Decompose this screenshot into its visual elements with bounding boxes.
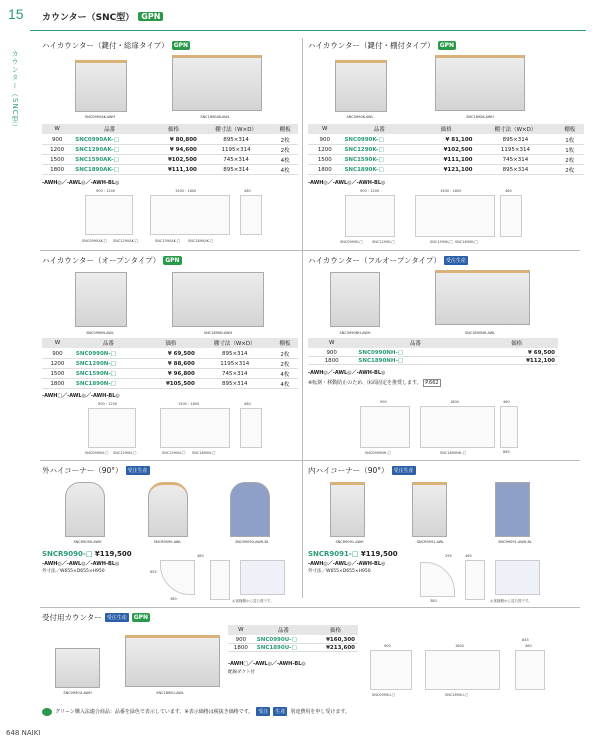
photo-caption: SNCR9090-AWL: [153, 540, 182, 544]
drawing-caption: SNC1890K-□: [455, 240, 478, 244]
install-note: ※転倒・移動防止のため、床面固定を推奨します。 P.662: [308, 380, 439, 386]
table-header: W 品番 価格: [228, 625, 358, 636]
spec-table-s2: [308, 124, 584, 175]
dimension-label: 380: [430, 599, 437, 603]
elevation-drawing: [210, 560, 230, 600]
dimension-label: 295: [445, 554, 452, 558]
header-rule: [30, 30, 586, 31]
dimension-drawing: [415, 195, 495, 237]
drawing-caption: SNC0990AK-□: [82, 239, 108, 243]
color-options: -AWH◎／-AWL◎／-AWH-BL◎: [42, 180, 120, 186]
product-photo: [412, 482, 447, 537]
product-photo: [75, 272, 127, 327]
drawing-caption: SNC0990NH-□: [365, 451, 392, 455]
table-row: 900 SNC0990NH-□ ¥ 69,500: [308, 349, 558, 357]
drawing-caption: SNC1590K-□: [430, 240, 453, 244]
product-price-line: SNCR9090-□ ¥119,500: [42, 550, 132, 558]
product-photo: [55, 648, 100, 688]
spec-table-s3: [42, 338, 298, 389]
dimension-label: 900: [380, 400, 387, 404]
dimension-label: 460: [505, 189, 512, 193]
color-options: -AWH□／-AWL◎／-AWH-BL◎: [228, 661, 306, 667]
wiring-note: 配線ダクト付: [228, 670, 255, 675]
dimension-label: 900・1200: [98, 402, 118, 406]
view-diagram: [240, 560, 285, 595]
table-row: 1200 SNC1290K-□ ¥102,500 1195×314 1枚: [308, 145, 584, 155]
photo-caption: SNCR9090-AWH-BL: [235, 540, 269, 544]
view-note: お客様側から見た図です。: [232, 599, 274, 603]
photo-caption: SNC1890U-AWL: [156, 691, 184, 695]
dimension-label: 900: [384, 644, 391, 648]
spec-table-s4: [308, 338, 558, 365]
outer-size: 外寸法／W655×D655×H950: [42, 569, 105, 574]
photo-caption: SNCR9091-AWH-BL: [498, 540, 532, 544]
drawing-caption: SNC0990K-□: [340, 240, 363, 244]
photo-caption: SNCR9090-AWH: [73, 540, 102, 544]
table-row: 1500 SNC1590K-□ ¥111,100 745×314 2枚: [308, 155, 584, 165]
plan-drawing: [160, 560, 195, 595]
photo-caption: SNC0990K-AWL: [346, 115, 374, 119]
dimension-label: 460: [525, 644, 532, 648]
product-photo: [148, 482, 188, 537]
photo-caption: SNC1890N-AWH: [203, 331, 233, 335]
order-badge: 生産: [275, 709, 286, 715]
color-options: -AWH◎／-AWL◎／-AWH-BL◎: [42, 561, 120, 567]
dimension-label: 900・1200: [96, 189, 116, 193]
color-options: -AWH□／-AWL◎／-AWH-BL◎: [42, 393, 120, 399]
green-mark-icon: [42, 708, 52, 716]
dimension-label: 460: [244, 402, 251, 406]
table-header: W 品番 価格 棚寸法（W×D） 棚板: [42, 124, 298, 135]
dimension-drawing: [515, 650, 545, 690]
drawing-caption: SNC1890AK-□: [188, 239, 214, 243]
section-title-s2: ハイカウンター（鍵付・棚付タイプ） GPN: [308, 41, 455, 50]
drawing-caption: SNC0990N-□: [85, 451, 109, 455]
dimension-drawing: [160, 408, 230, 448]
table-row: 1200 SNC1290N-□ ¥ 88,600 1195×314 2枚: [42, 359, 298, 369]
table-row: 1500 SNC1590AK-□ ¥102,500 745×314 4枚: [42, 155, 298, 165]
photo-caption: SNC1890NH-AWL: [464, 331, 496, 335]
product-photo: [330, 482, 365, 537]
drawing-caption: SNC1590N-□: [162, 451, 186, 455]
photo-caption: SNC1890AK-AWL: [200, 115, 230, 119]
dimension-label: 1800: [450, 400, 459, 404]
photo-caption: SNC0990NH-AWH: [339, 331, 371, 335]
drawing-caption: SNC1890N-□: [192, 451, 216, 455]
table-row: 900 SNC0990U-□ ¥160,300: [228, 636, 358, 644]
dimension-drawing: [420, 406, 495, 448]
photo-caption: SNCR9091-AWL: [416, 540, 445, 544]
photo-caption: SNC0990N-AWL: [86, 331, 114, 335]
photo-caption: SNC1890K-AWH: [466, 115, 494, 119]
drawing-caption: SNC1290N-□: [113, 451, 137, 455]
drawing-caption: SNC1290AK-□: [113, 239, 139, 243]
product-photo: [172, 272, 264, 327]
footer-legend: [42, 707, 350, 716]
plan-drawing: [420, 562, 455, 597]
section-title-s1: ハイカウンター（鍵付・総扉タイプ） GPN: [42, 41, 189, 50]
page-header: [42, 10, 163, 23]
table-row: 900 SNC0990K-□ ¥ 81,100 895×314 1枚: [308, 135, 584, 145]
dimension-drawing: [85, 195, 133, 235]
section-title-s6: 内ハイコーナー（90°） 受注生産: [308, 466, 414, 475]
dimension-label: 380: [170, 597, 177, 601]
view-diagram: [495, 560, 540, 595]
spec-table-s1: [42, 124, 298, 175]
dimension-drawing: [345, 195, 395, 237]
product-photo: [230, 482, 270, 537]
table-row: 1500 SNC1590N-□ ¥ 96,800 745×314 4枚: [42, 369, 298, 379]
product-photo: [495, 482, 530, 537]
drawing-caption: SNC1290K-□: [372, 240, 395, 244]
dimension-drawing: [150, 195, 230, 235]
table-header: W 品番 価格 棚寸法（W×D） 棚板: [42, 338, 298, 349]
dimension-label: 460: [503, 400, 510, 404]
photo-caption: SNC0990AK-AWH: [85, 115, 115, 119]
dimension-label: 1500・1800: [175, 189, 197, 193]
row-divider-3: [40, 607, 580, 608]
table-row: 1800 SNC1890NH-□ ¥112,100: [308, 357, 558, 365]
table-row: 900 SNC0990N-□ ¥ 69,500 895×314 2枚: [42, 349, 298, 359]
page-reference[interactable]: P.662: [425, 380, 439, 386]
table-row: 1800 SNC1890N-□ ¥105,500 895×314 4枚: [42, 379, 298, 389]
dimension-drawing: [240, 408, 262, 448]
dimension-label: 845: [522, 638, 529, 642]
table-row: 1800 SNC1890U-□ ¥213,600: [228, 644, 358, 652]
dimension-drawing: [370, 650, 412, 690]
footer-page-number: 648 NAIKI: [6, 729, 41, 737]
section-title-s7: 受付用カウンター 受注生産 GPN: [42, 613, 149, 622]
elevation-drawing: [465, 560, 485, 600]
table-header: W 品番 価格: [308, 338, 558, 349]
product-photo: [435, 55, 525, 111]
drawing-caption: SNC1590AK-□: [155, 239, 181, 243]
column-divider: [302, 38, 303, 598]
product-photo: [435, 270, 530, 325]
dimension-drawing: [500, 195, 522, 237]
table-header: W 品番 価格 棚寸法（W×D） 棚板: [308, 124, 584, 135]
table-row: 900 SNC0990AK-□ ¥ 80,800 895×314 2枚: [42, 135, 298, 145]
table-row: 1800 SNC1890K-□ ¥121,100 895×314 2枚: [308, 165, 584, 175]
color-options: -AWH◎／-AWL◎／-AWH-BL◎: [308, 370, 386, 376]
photo-caption: SNCR9091-AWH: [335, 540, 364, 544]
dimension-drawing: [500, 406, 518, 448]
product-photo: [335, 60, 387, 112]
page-title: カウンター（SNC型）: [42, 13, 135, 23]
section-title-s3: ハイカウンター（オープンタイプ） GPN: [42, 256, 180, 265]
section-title-s4: ハイカウンター（フルオープンタイプ） 受注生産: [308, 256, 466, 265]
dimension-drawing: [88, 408, 136, 448]
row-divider-1: [40, 250, 580, 251]
table-row: 1200 SNC1290AK-□ ¥ 94,600 1195×314 2枚: [42, 145, 298, 155]
dimension-drawing: [240, 195, 262, 235]
sidebar-label: カウンター（SNC型）: [11, 50, 19, 132]
dimension-label: 460: [465, 554, 472, 558]
order-badge: 受注: [258, 709, 269, 715]
view-note: お客様側から見た図です。: [490, 599, 532, 603]
row-divider-2: [40, 460, 580, 461]
product-photo: [330, 272, 380, 327]
page-number: 15: [8, 6, 24, 22]
dimension-drawing: [360, 406, 410, 448]
drawing-caption: SNC0990U-□: [372, 693, 396, 697]
drawing-caption: SNC1890NH-□: [440, 451, 467, 455]
footer-text: グリーン購入法適合商品：品番を緑色で表示しています。※表示価格は税抜き価格です。: [55, 709, 254, 715]
footer-text: 別途費用を申し受けます。: [290, 709, 350, 715]
dimension-label: 480: [197, 554, 204, 558]
dimension-label: 900・1200: [360, 189, 380, 193]
product-photo: [65, 482, 105, 537]
color-options: -AWH◎／-AWL◎／-AWH-BL◎: [308, 561, 386, 567]
dimension-drawing: [425, 650, 500, 690]
dimension-label: 655: [150, 570, 157, 574]
photo-caption: SNC0990U-AWH: [63, 691, 92, 695]
color-options: -AWH◎／-AWL◎／-AWH-BL◎: [308, 180, 386, 186]
dimension-label: 865: [503, 450, 510, 454]
spec-table-s7: [228, 625, 358, 652]
section-title-s5: 外ハイコーナー（90°） 受注生産: [42, 466, 148, 475]
outer-size: 外寸法／W655×D655×H950: [308, 569, 371, 574]
dimension-label: 1800: [455, 644, 464, 648]
gpn-badge: GPN: [138, 12, 163, 21]
dimension-label: 1500・1800: [178, 402, 200, 406]
product-photo: [172, 55, 262, 111]
drawing-caption: SNC1890U-□: [445, 693, 469, 697]
product-photo: [125, 635, 220, 687]
dimension-label: 460: [244, 189, 251, 193]
product-price-line: SNCR9091-□ ¥119,500: [308, 550, 398, 558]
dimension-label: 1500・1800: [440, 189, 462, 193]
product-photo: [75, 60, 127, 112]
table-row: 1800 SNC1890AK-□ ¥111,100 895×314 4枚: [42, 165, 298, 175]
